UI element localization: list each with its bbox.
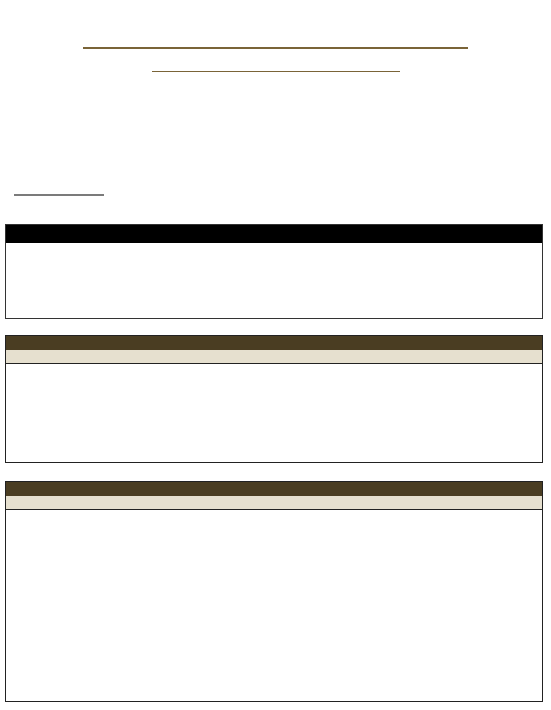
stats-header: [6, 225, 542, 243]
stats-table: [5, 224, 543, 319]
abilities-header: [6, 336, 542, 350]
items-column-headers: [6, 496, 542, 510]
items-table: [5, 481, 543, 702]
subtitle-underline: [152, 71, 400, 72]
abilities-column-headers: [6, 350, 542, 364]
items-header: [6, 482, 542, 496]
title-underline: [83, 47, 468, 49]
abilities-table: [5, 335, 543, 463]
knack-underline: [14, 194, 104, 196]
